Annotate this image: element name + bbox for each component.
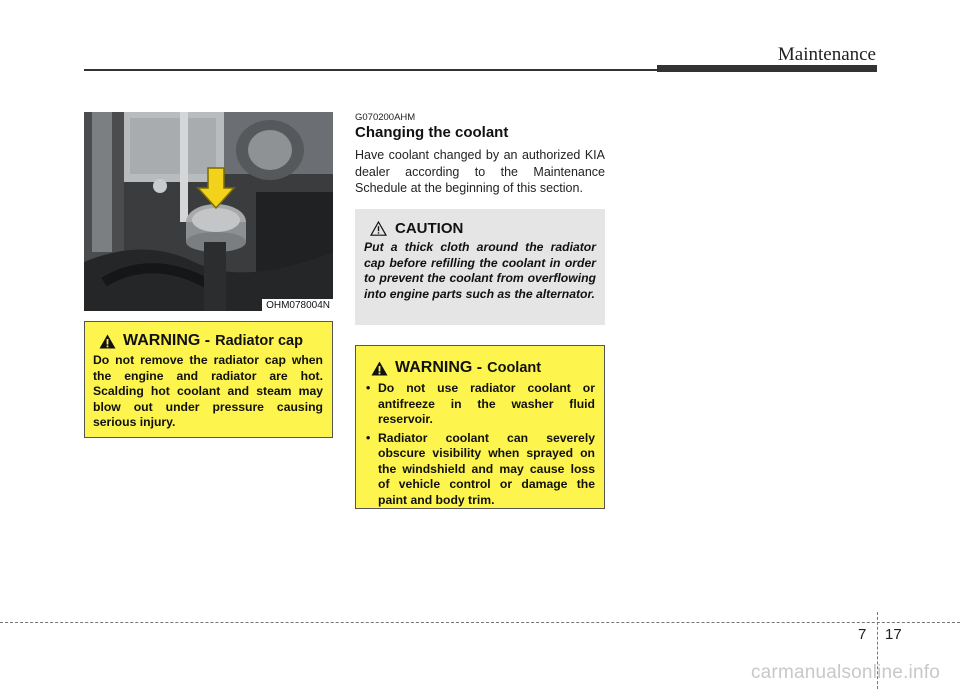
footer-rule: [0, 622, 960, 623]
bullet: •: [366, 430, 371, 445]
warning-list: [365, 381, 595, 508]
list-item-text: Radiator coolant can severely obscure visibility when sprayed on the windshield and may cause loss of vehicle control or damage the paint and body trim.: [378, 430, 595, 507]
warning-topic: Coolant: [487, 360, 542, 376]
warning-text: Do not remove the radiator cap when the engine and radiator are hot. Scalding hot coolant and steam may blow out under pressure causing serious injury.: [93, 353, 323, 429]
header-title: Maintenance: [777, 44, 876, 65]
caution-heading: [370, 220, 596, 237]
warning-radiator-cap-box: [84, 321, 333, 438]
list-item: [365, 431, 595, 509]
caution-triangle-icon: [370, 221, 387, 236]
warning-topic: Radiator cap: [215, 333, 303, 349]
bullet: •: [366, 381, 371, 395]
header-bar: [657, 65, 877, 72]
caution-text: Put a thick cloth around the radiator cap before refilling the coolant in order to prevent the coolant from overflowing into engine parts such as the alternator.: [364, 240, 596, 301]
section-title: Changing the coolant: [355, 124, 509, 141]
warning-coolant-box: [355, 345, 605, 509]
section-body: Have coolant changed by an authorized KIA dealer according to the Maintenance Schedule at the beginning of this section.: [355, 148, 605, 195]
engine-photo: [84, 112, 333, 311]
photo-code: OHM078004N: [262, 299, 333, 311]
list-item: [365, 381, 595, 428]
page-number: 17: [885, 626, 902, 643]
warning-heading: [99, 332, 323, 350]
caution-box: [355, 209, 605, 325]
warning-heading: [371, 359, 595, 377]
watermark-text: carmanualsonline.info: [750, 662, 940, 683]
caution-label: CAUTION: [395, 220, 464, 237]
section-code: G070200AHM: [355, 112, 416, 123]
warning-label: WARNING -: [395, 359, 483, 376]
radiator-cap-illustration: [84, 112, 333, 311]
list-item-text: Do not use radiator coolant or antifreeze in the washer fluid reservoir.: [378, 381, 595, 426]
warning-label: WARNING -: [123, 332, 211, 349]
header-rule: [84, 69, 657, 71]
warning-triangle-icon: [371, 361, 388, 376]
warning-triangle-icon: [99, 334, 116, 349]
chapter-number: 7: [858, 626, 867, 643]
